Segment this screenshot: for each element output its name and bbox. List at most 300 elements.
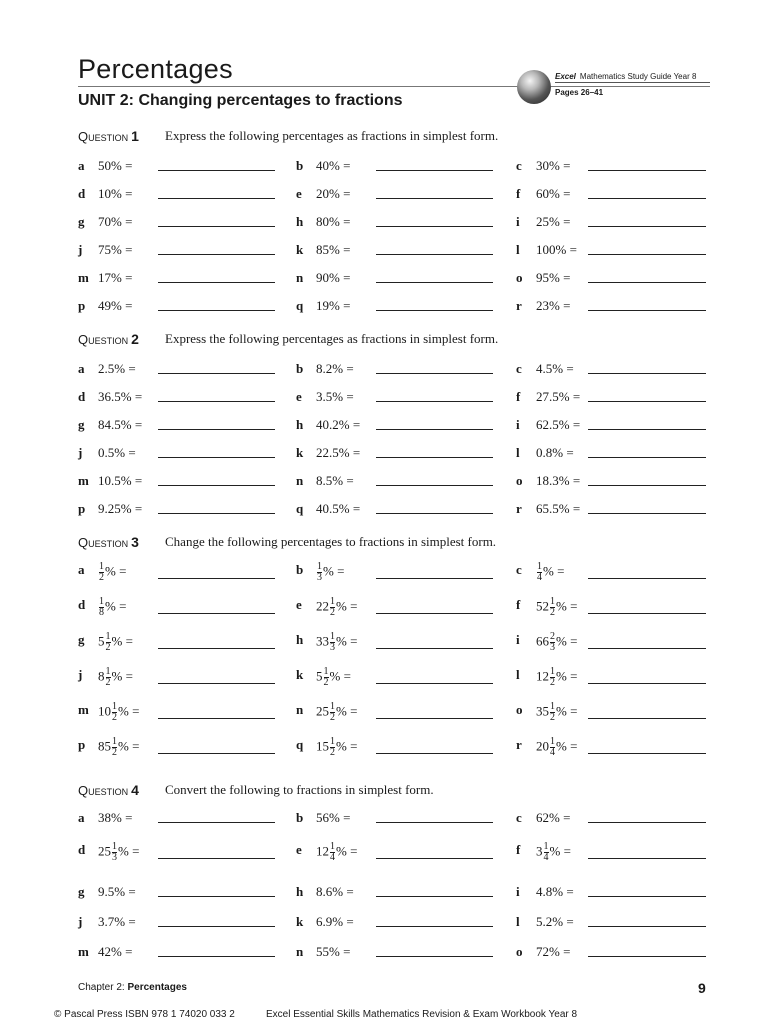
item-expression: 90% = bbox=[316, 270, 351, 285]
answer-line[interactable] bbox=[376, 956, 493, 957]
item-label: d bbox=[78, 389, 86, 404]
item-expression: 27.5% = bbox=[536, 389, 581, 404]
item-label: m bbox=[78, 944, 89, 959]
answer-line[interactable] bbox=[376, 683, 493, 684]
item-label: g bbox=[78, 632, 85, 647]
mixed-number-whole: 5 bbox=[98, 633, 105, 649]
item-label: r bbox=[516, 737, 522, 752]
answer-line[interactable] bbox=[158, 170, 275, 171]
item-label: m bbox=[78, 270, 89, 285]
answer-line[interactable] bbox=[588, 613, 706, 614]
percent-equals: % = bbox=[111, 633, 133, 649]
item-expression: 10.5% = bbox=[98, 473, 143, 488]
fraction-denominator: 2 bbox=[550, 712, 555, 723]
item-label: i bbox=[516, 884, 520, 899]
fraction-denominator: 3 bbox=[550, 642, 555, 653]
item-label: c bbox=[516, 361, 522, 376]
series-brand: Excel bbox=[555, 72, 576, 81]
question-word: Question bbox=[78, 129, 129, 144]
percent-equals: % = bbox=[556, 633, 578, 649]
answer-line[interactable] bbox=[588, 858, 706, 859]
percent-equals: % = bbox=[111, 668, 133, 684]
fraction-denominator: 2 bbox=[323, 677, 329, 688]
answer-line[interactable] bbox=[376, 310, 493, 311]
answer-line[interactable] bbox=[376, 170, 493, 171]
answer-line[interactable] bbox=[588, 896, 706, 897]
item-expression: 49% = bbox=[98, 298, 133, 313]
answer-line[interactable] bbox=[376, 578, 493, 579]
item-label: o bbox=[516, 702, 523, 717]
item-label: e bbox=[296, 389, 302, 404]
answer-line[interactable] bbox=[376, 648, 493, 649]
percent-equals: % = bbox=[105, 598, 127, 614]
fraction-denominator: 3 bbox=[330, 642, 335, 653]
item-expression: 5.2% = bbox=[536, 914, 574, 929]
item-expression: 84.5% = bbox=[98, 417, 143, 432]
fraction bbox=[537, 562, 542, 583]
answer-line[interactable] bbox=[376, 401, 493, 402]
fraction-numerator: 1 bbox=[112, 701, 117, 712]
answer-line[interactable] bbox=[588, 401, 706, 402]
fraction bbox=[550, 667, 555, 688]
question-number: 1 bbox=[131, 128, 139, 144]
mixed-number-whole: 12 bbox=[316, 843, 329, 859]
item-label: r bbox=[516, 298, 522, 313]
item-label: n bbox=[296, 473, 304, 488]
item-expression: 4.5% = bbox=[536, 361, 574, 376]
percent-equals: % = bbox=[336, 598, 358, 614]
item-label: j bbox=[78, 667, 83, 682]
item-label: l bbox=[516, 667, 520, 682]
book-title: Excel Essential Skills Mathematics Revision & Exam Workbook Year 8 bbox=[266, 1009, 578, 1020]
answer-line[interactable] bbox=[588, 718, 706, 719]
title-divider bbox=[78, 86, 710, 87]
answer-line[interactable] bbox=[376, 226, 493, 227]
mixed-number-whole: 35 bbox=[536, 703, 549, 719]
item-expression: 30% = bbox=[536, 158, 571, 173]
page-title: Percentages bbox=[78, 54, 233, 84]
item-label: l bbox=[516, 242, 520, 257]
fraction bbox=[99, 597, 104, 618]
fraction bbox=[544, 842, 549, 863]
item-expression bbox=[536, 702, 577, 723]
answer-line[interactable] bbox=[158, 648, 275, 649]
answer-line[interactable] bbox=[588, 956, 706, 957]
fraction bbox=[112, 737, 117, 758]
answer-line[interactable] bbox=[376, 198, 493, 199]
fraction bbox=[317, 562, 322, 583]
answer-line[interactable] bbox=[158, 956, 275, 957]
item-label: q bbox=[296, 298, 304, 313]
fraction bbox=[550, 632, 555, 653]
answer-line[interactable] bbox=[158, 373, 275, 374]
item-label: p bbox=[78, 501, 86, 516]
item-label: r bbox=[516, 501, 522, 516]
item-expression: 2.5% = bbox=[98, 361, 136, 376]
item-expression: 95% = bbox=[536, 270, 571, 285]
percent-equals: % = bbox=[336, 738, 358, 754]
answer-line[interactable] bbox=[158, 926, 275, 927]
answer-line[interactable] bbox=[588, 926, 706, 927]
fraction-denominator: 2 bbox=[550, 607, 555, 618]
percent-equals: % = bbox=[543, 563, 565, 579]
answer-line[interactable] bbox=[376, 282, 493, 283]
fraction bbox=[330, 702, 335, 723]
fraction-numerator: 1 bbox=[550, 666, 555, 677]
percent-equals: % = bbox=[118, 843, 140, 859]
answer-line[interactable] bbox=[158, 858, 275, 859]
reference-divider bbox=[555, 82, 710, 83]
answer-line[interactable] bbox=[158, 254, 275, 255]
item-label: e bbox=[296, 842, 302, 857]
item-label: l bbox=[516, 914, 520, 929]
answer-line[interactable] bbox=[158, 683, 275, 684]
answer-line[interactable] bbox=[376, 753, 493, 754]
item-label: i bbox=[516, 632, 520, 647]
answer-line[interactable] bbox=[158, 485, 275, 486]
percent-equals: % = bbox=[336, 703, 358, 719]
fraction bbox=[112, 842, 117, 863]
mixed-number-whole: 22 bbox=[316, 598, 329, 614]
item-expression bbox=[98, 702, 139, 723]
answer-line[interactable] bbox=[588, 648, 706, 649]
fraction-denominator: 8 bbox=[99, 607, 104, 618]
fraction bbox=[550, 702, 555, 723]
answer-line[interactable] bbox=[376, 613, 493, 614]
question-word: Question bbox=[78, 535, 129, 550]
chapter-footer bbox=[78, 982, 187, 993]
answer-line[interactable] bbox=[588, 429, 706, 430]
fraction-denominator: 2 bbox=[99, 572, 104, 583]
fraction bbox=[106, 667, 111, 688]
item-expression: 8.5% = bbox=[316, 473, 354, 488]
fraction bbox=[330, 737, 335, 758]
fraction-numerator: 1 bbox=[330, 631, 335, 642]
question-heading bbox=[78, 128, 499, 145]
item-label: a bbox=[78, 810, 85, 825]
chapter-prefix: Chapter 2: bbox=[78, 982, 125, 993]
item-expression: 40% = bbox=[316, 158, 351, 173]
item-label: c bbox=[516, 158, 522, 173]
item-expression: 9.25% = bbox=[98, 501, 143, 516]
series-title: Mathematics Study Guide Year 8 bbox=[579, 72, 697, 81]
answer-line[interactable] bbox=[588, 282, 706, 283]
item-expression: 23% = bbox=[536, 298, 571, 313]
item-label: q bbox=[296, 501, 304, 516]
fraction-numerator: 1 bbox=[330, 596, 335, 607]
answer-line[interactable] bbox=[376, 513, 493, 514]
mixed-number-whole: 8 bbox=[98, 668, 105, 684]
item-expression bbox=[536, 632, 577, 653]
item-label: b bbox=[296, 158, 304, 173]
item-label: h bbox=[296, 417, 304, 432]
item-label: l bbox=[516, 445, 520, 460]
item-label: a bbox=[78, 562, 85, 577]
fraction-numerator: 1 bbox=[537, 561, 542, 572]
answer-line[interactable] bbox=[376, 858, 493, 859]
fraction-numerator: 1 bbox=[99, 596, 104, 607]
item-expression: 4.8% = bbox=[536, 884, 574, 899]
fraction bbox=[324, 667, 329, 688]
item-expression bbox=[536, 842, 571, 863]
answer-line[interactable] bbox=[158, 613, 275, 614]
answer-line[interactable] bbox=[588, 513, 706, 514]
fraction-denominator: 4 bbox=[543, 852, 549, 863]
fraction-numerator: 1 bbox=[105, 666, 111, 677]
item-expression: 50% = bbox=[98, 158, 133, 173]
fraction-numerator: 1 bbox=[112, 841, 117, 852]
mixed-number-whole: 52 bbox=[536, 598, 549, 614]
answer-line[interactable] bbox=[588, 198, 706, 199]
answer-line[interactable] bbox=[588, 310, 706, 311]
answer-line[interactable] bbox=[588, 254, 706, 255]
fraction-denominator: 2 bbox=[330, 747, 335, 758]
item-expression: 38% = bbox=[98, 810, 133, 825]
item-expression bbox=[536, 667, 577, 688]
answer-line[interactable] bbox=[158, 198, 275, 199]
item-expression: 85% = bbox=[316, 242, 351, 257]
fraction-numerator: 1 bbox=[550, 596, 555, 607]
fraction-denominator: 4 bbox=[550, 747, 555, 758]
answer-line[interactable] bbox=[376, 896, 493, 897]
fraction-denominator: 2 bbox=[105, 677, 111, 688]
percent-equals: % = bbox=[118, 738, 140, 754]
item-label: b bbox=[296, 361, 304, 376]
answer-line[interactable] bbox=[588, 822, 706, 823]
fraction-denominator: 3 bbox=[317, 572, 322, 583]
question-number: 3 bbox=[131, 534, 139, 550]
mixed-number-whole: 25 bbox=[316, 703, 329, 719]
item-expression: 36.5% = bbox=[98, 389, 143, 404]
item-expression bbox=[316, 562, 344, 583]
mixed-number-whole: 3 bbox=[536, 843, 543, 859]
item-expression: 0.5% = bbox=[98, 445, 136, 460]
answer-line[interactable] bbox=[588, 485, 706, 486]
percent-equals: % = bbox=[323, 563, 345, 579]
fraction bbox=[112, 702, 117, 723]
item-label: i bbox=[516, 214, 520, 229]
item-label: m bbox=[78, 702, 89, 717]
percent-equals: % = bbox=[549, 843, 571, 859]
answer-line[interactable] bbox=[376, 822, 493, 823]
item-expression: 3.5% = bbox=[316, 389, 354, 404]
item-expression: 62.5% = bbox=[536, 417, 581, 432]
item-expression bbox=[316, 667, 351, 688]
item-label: e bbox=[296, 597, 302, 612]
question-heading bbox=[78, 534, 497, 551]
fraction bbox=[99, 562, 104, 583]
answer-line[interactable] bbox=[158, 578, 275, 579]
item-label: f bbox=[516, 186, 521, 201]
fraction bbox=[550, 597, 555, 618]
item-expression: 60% = bbox=[536, 186, 571, 201]
item-label: d bbox=[78, 597, 86, 612]
fraction bbox=[330, 597, 335, 618]
answer-line[interactable] bbox=[158, 513, 275, 514]
fraction-denominator: 2 bbox=[112, 747, 117, 758]
answer-line[interactable] bbox=[376, 254, 493, 255]
item-expression: 10% = bbox=[98, 186, 133, 201]
answer-line[interactable] bbox=[158, 282, 275, 283]
item-label: p bbox=[78, 298, 86, 313]
item-label: f bbox=[516, 597, 521, 612]
answer-line[interactable] bbox=[588, 373, 706, 374]
fraction-numerator: 1 bbox=[112, 736, 117, 747]
item-label: h bbox=[296, 214, 304, 229]
fraction-denominator: 2 bbox=[112, 712, 117, 723]
unit-heading: UNIT 2: Changing percentages to fractions bbox=[78, 92, 403, 109]
item-expression: 65.5% = bbox=[536, 501, 581, 516]
item-expression: 8.2% = bbox=[316, 361, 354, 376]
answer-line[interactable] bbox=[158, 429, 275, 430]
item-expression: 9.5% = bbox=[98, 884, 136, 899]
mixed-number-whole: 15 bbox=[316, 738, 329, 754]
answer-line[interactable] bbox=[588, 753, 706, 754]
fraction-numerator: 1 bbox=[323, 666, 329, 677]
item-expression: 6.9% = bbox=[316, 914, 354, 929]
item-expression: 22.5% = bbox=[316, 445, 361, 460]
item-label: c bbox=[516, 810, 522, 825]
percent-equals: % = bbox=[556, 668, 578, 684]
answer-line[interactable] bbox=[376, 926, 493, 927]
answer-line[interactable] bbox=[376, 718, 493, 719]
answer-line[interactable] bbox=[588, 683, 706, 684]
item-label: k bbox=[296, 914, 304, 929]
fraction-numerator: 1 bbox=[99, 561, 104, 572]
answer-line[interactable] bbox=[158, 457, 275, 458]
item-label: h bbox=[296, 884, 304, 899]
answer-line[interactable] bbox=[588, 170, 706, 171]
item-expression bbox=[316, 597, 357, 618]
item-expression: 3.7% = bbox=[98, 914, 136, 929]
item-label: a bbox=[78, 158, 85, 173]
item-expression bbox=[536, 562, 564, 583]
fraction-numerator: 1 bbox=[550, 736, 555, 747]
mixed-number-whole: 20 bbox=[536, 738, 549, 754]
answer-line[interactable] bbox=[588, 457, 706, 458]
fraction bbox=[550, 737, 555, 758]
item-label: j bbox=[78, 242, 83, 257]
item-expression: 42% = bbox=[98, 944, 133, 959]
item-expression: 56% = bbox=[316, 810, 351, 825]
answer-line[interactable] bbox=[376, 373, 493, 374]
question-instruction: Convert the following to fractions in simplest form. bbox=[165, 782, 434, 797]
question-word: Question bbox=[78, 332, 129, 347]
question-number: 4 bbox=[131, 782, 139, 798]
answer-line[interactable] bbox=[376, 485, 493, 486]
percent-equals: % = bbox=[336, 843, 358, 859]
item-label: o bbox=[516, 944, 523, 959]
item-expression: 19% = bbox=[316, 298, 351, 313]
item-expression bbox=[98, 562, 126, 583]
fraction-numerator: 1 bbox=[330, 736, 335, 747]
item-label: g bbox=[78, 884, 85, 899]
mixed-number-whole: 33 bbox=[316, 633, 329, 649]
item-expression bbox=[98, 842, 139, 863]
fraction-numerator: 1 bbox=[317, 561, 322, 572]
item-label: f bbox=[516, 842, 521, 857]
fraction-denominator: 2 bbox=[550, 677, 555, 688]
percent-equals: % = bbox=[556, 738, 578, 754]
mixed-number-whole: 10 bbox=[98, 703, 111, 719]
answer-line[interactable] bbox=[158, 401, 275, 402]
item-label: k bbox=[296, 667, 304, 682]
item-label: h bbox=[296, 632, 304, 647]
item-expression: 72% = bbox=[536, 944, 571, 959]
fraction-numerator: 1 bbox=[543, 841, 549, 852]
excel-logo-icon bbox=[517, 70, 551, 104]
fraction-denominator: 4 bbox=[330, 852, 335, 863]
item-expression bbox=[316, 842, 357, 863]
item-expression: 100% = bbox=[536, 242, 577, 257]
answer-line[interactable] bbox=[588, 578, 706, 579]
item-expression: 75% = bbox=[98, 242, 133, 257]
item-expression bbox=[98, 737, 139, 758]
series-reference bbox=[555, 72, 696, 81]
item-expression: 18.3% = bbox=[536, 473, 581, 488]
item-expression bbox=[316, 702, 357, 723]
question-instruction: Express the following percentages as fractions in simplest form. bbox=[165, 128, 499, 143]
answer-line[interactable] bbox=[158, 226, 275, 227]
item-expression bbox=[98, 632, 133, 653]
item-expression: 25% = bbox=[536, 214, 571, 229]
percent-equals: % = bbox=[556, 598, 578, 614]
mixed-number-whole: 66 bbox=[536, 633, 549, 649]
item-expression: 17% = bbox=[98, 270, 133, 285]
answer-line[interactable] bbox=[588, 226, 706, 227]
item-label: g bbox=[78, 417, 85, 432]
percent-equals: % = bbox=[556, 703, 578, 719]
fraction-numerator: 1 bbox=[330, 841, 335, 852]
item-expression: 0.8% = bbox=[536, 445, 574, 460]
page-reference: Pages 26–41 bbox=[555, 88, 604, 97]
percent-equals: % = bbox=[336, 633, 358, 649]
item-label: p bbox=[78, 737, 86, 752]
question-heading bbox=[78, 782, 434, 799]
fraction-numerator: 1 bbox=[550, 701, 555, 712]
item-label: o bbox=[516, 270, 523, 285]
mixed-number-whole: 85 bbox=[98, 738, 111, 754]
fraction bbox=[330, 632, 335, 653]
question-instruction: Express the following percentages as fractions in simplest form. bbox=[165, 331, 499, 346]
answer-line[interactable] bbox=[158, 753, 275, 754]
item-label: j bbox=[78, 445, 83, 460]
question-word: Question bbox=[78, 783, 129, 798]
answer-line[interactable] bbox=[158, 718, 275, 719]
fraction-numerator: 1 bbox=[105, 631, 111, 642]
answer-line[interactable] bbox=[376, 457, 493, 458]
answer-line[interactable] bbox=[158, 896, 275, 897]
fraction bbox=[106, 632, 111, 653]
page-number: 9 bbox=[698, 980, 706, 996]
item-label: g bbox=[78, 214, 85, 229]
answer-line[interactable] bbox=[158, 310, 275, 311]
percent-equals: % = bbox=[118, 703, 140, 719]
item-label: d bbox=[78, 186, 86, 201]
fraction-denominator: 2 bbox=[330, 607, 335, 618]
percent-equals: % = bbox=[105, 563, 127, 579]
item-expression: 40.5% = bbox=[316, 501, 361, 516]
answer-line[interactable] bbox=[376, 429, 493, 430]
answer-line[interactable] bbox=[158, 822, 275, 823]
item-expression bbox=[536, 737, 577, 758]
question-instruction: Change the following percentages to fractions in simplest form. bbox=[165, 534, 497, 549]
fraction-denominator: 4 bbox=[537, 572, 542, 583]
fraction bbox=[330, 842, 335, 863]
item-label: n bbox=[296, 270, 304, 285]
item-expression: 8.6% = bbox=[316, 884, 354, 899]
percent-equals: % = bbox=[329, 668, 351, 684]
